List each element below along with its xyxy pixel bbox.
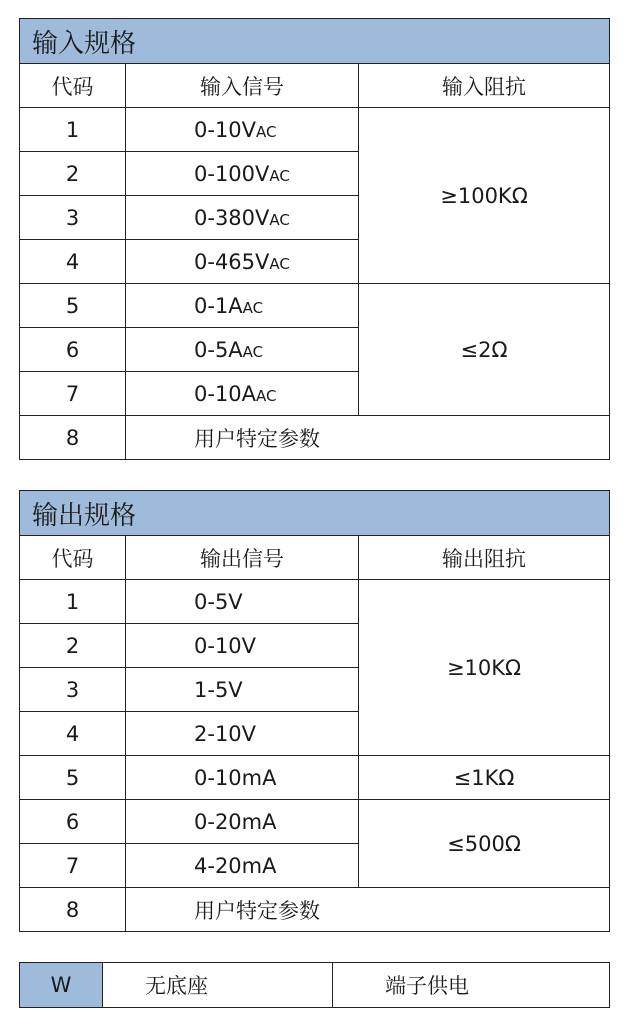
output-signal-header: 输出信号 [126,536,359,580]
row-code: 6 [20,800,126,844]
table-row [20,416,610,460]
row-signal: 0-100VAC [126,152,359,196]
row-signal: 0-10VAC [126,108,359,152]
row-code: 3 [20,668,126,712]
row-code: 1 [20,108,126,152]
row-code: 4 [20,240,126,284]
input-impedance-header: 输入阻抗 [359,64,610,108]
row-signal: 1-5V [126,668,359,712]
row-signal: 0-10V [126,624,359,668]
table-row [20,888,610,932]
input-spec-title: 输入规格 [20,19,610,64]
impedance-cell: ≤2Ω [359,284,610,416]
table-row [20,580,610,624]
row-code: 7 [20,372,126,416]
impedance-cell: ≤1KΩ [359,756,610,800]
row-code: 8 [20,888,126,932]
row-signal: 0-10mA [126,756,359,800]
mounting-code: W [20,963,103,1008]
table-row [20,108,610,152]
table-row [20,800,610,844]
input-signal-header: 输入信号 [126,64,359,108]
output-spec-title: 输出规格 [20,491,610,536]
row-code: 5 [20,756,126,800]
row-signal: 用户特定参数 [126,416,610,460]
mounting-base: 无底座 [103,963,333,1008]
row-code: 7 [20,844,126,888]
table-row [20,284,610,328]
row-code: 4 [20,712,126,756]
mounting-power: 端子供电 [333,963,610,1008]
row-signal: 0-1AAC [126,284,359,328]
impedance-cell: ≥100KΩ [359,108,610,284]
row-signal: 0-10AAC [126,372,359,416]
row-code: 1 [20,580,126,624]
impedance-cell: ≤500Ω [359,800,610,888]
mounting-table [19,962,610,1008]
row-signal: 2-10V [126,712,359,756]
row-signal: 0-5V [126,580,359,624]
row-signal: 4-20mA [126,844,359,888]
row-code: 5 [20,284,126,328]
row-code: 2 [20,152,126,196]
row-signal: 0-5AAC [126,328,359,372]
row-signal: 用户特定参数 [126,888,610,932]
row-code: 6 [20,328,126,372]
row-code: 2 [20,624,126,668]
row-code: 3 [20,196,126,240]
row-signal: 0-20mA [126,800,359,844]
input-code-header: 代码 [20,64,126,108]
table-row [20,963,610,1008]
impedance-cell: ≥10KΩ [359,580,610,756]
row-signal: 0-465VAC [126,240,359,284]
output-spec-table [19,490,610,932]
row-code: 8 [20,416,126,460]
input-spec-table [19,18,610,460]
table-row [20,756,610,800]
output-code-header: 代码 [20,536,126,580]
row-signal: 0-380VAC [126,196,359,240]
output-impedance-header: 输出阻抗 [359,536,610,580]
